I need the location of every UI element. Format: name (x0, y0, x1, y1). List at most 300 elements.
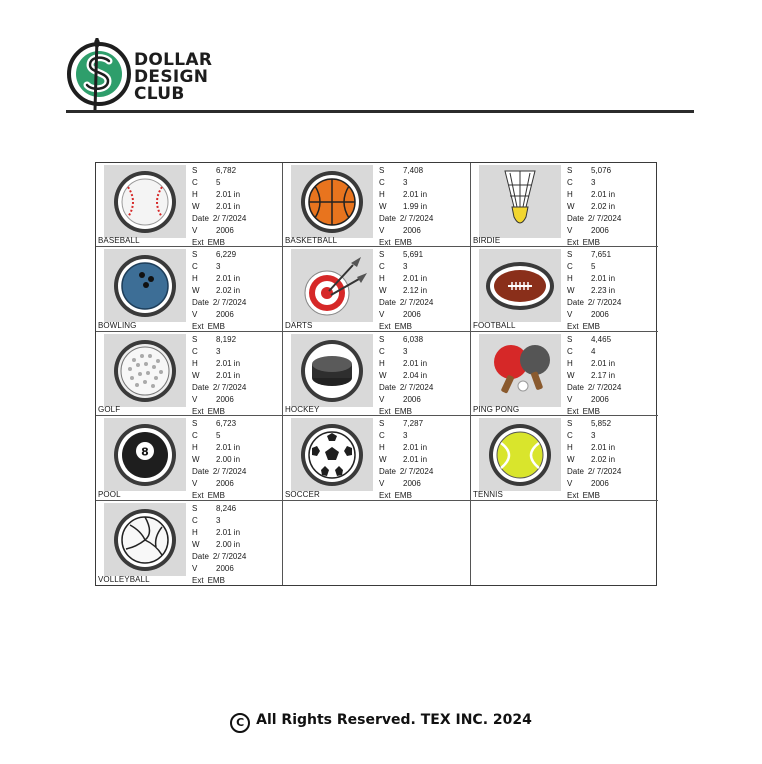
spec-value: 2/ 7/2024 (212, 382, 247, 392)
spec-value: 6,229 (216, 250, 237, 260)
design-name: BASKETBALL (285, 236, 338, 246)
spec-label: C (379, 262, 385, 272)
spec-label: W (567, 455, 575, 465)
design-cell (96, 501, 283, 585)
spec-row-ext (192, 575, 246, 585)
spec-row-stitches (567, 418, 621, 430)
spec-row-width (379, 285, 433, 297)
spec-label: V (379, 394, 385, 404)
spec-value: 2.01 in (591, 274, 616, 284)
spec-row-ext (192, 490, 246, 500)
spec-label: C (567, 346, 573, 356)
spec-value: EMB (394, 238, 412, 247)
spec-label: W (192, 370, 200, 380)
spec-value: 3 (591, 431, 596, 441)
spec-label: S (567, 419, 573, 429)
spec-value: 2.01 in (403, 443, 428, 453)
brand-line: CLUB (134, 84, 185, 104)
design-name: BOWLING (98, 320, 137, 330)
spec-value: 1.99 in (403, 202, 428, 211)
design-thumbnail (479, 334, 561, 407)
design-specs (567, 249, 621, 331)
spec-value: 2.00 in (216, 455, 241, 465)
spec-value: 2006 (591, 394, 609, 404)
hockey-puck-icon (291, 334, 373, 407)
header (66, 34, 696, 114)
design-specs (379, 334, 433, 416)
design-cell (471, 163, 658, 247)
spec-label: H (567, 358, 573, 368)
spec-row-ext (192, 321, 246, 331)
spec-row-colors (192, 346, 246, 358)
spec-label: H (192, 274, 198, 284)
spec-row-version (379, 478, 433, 490)
spec-label: S (379, 334, 385, 344)
spec-label: C (192, 178, 198, 187)
spec-label: Ext (567, 322, 579, 332)
spec-value: 2.02 in (591, 202, 616, 211)
spec-label: S (379, 419, 385, 429)
spec-label: S (567, 250, 573, 260)
dollar-logo-icon (66, 34, 132, 110)
spec-label: C (379, 431, 385, 441)
eight-ball-icon (104, 418, 186, 491)
spec-value: 2.01 in (403, 274, 428, 284)
birdie-icon (479, 165, 561, 238)
spec-label: Date (379, 467, 396, 477)
spec-label: Date (192, 298, 209, 308)
spec-row-date (567, 466, 621, 478)
design-specs (567, 165, 621, 247)
design-name: SOCCER (285, 489, 320, 499)
spec-row-stitches (379, 165, 433, 177)
spec-row-colors (567, 346, 621, 358)
spec-row-colors (192, 177, 246, 189)
design-specs (192, 249, 246, 331)
spec-label: H (379, 443, 385, 453)
brand-name (134, 52, 212, 103)
spec-value: 5 (216, 431, 221, 441)
spec-label: V (192, 563, 198, 573)
spec-row-version (192, 563, 246, 575)
spec-value: 2/ 7/2024 (212, 214, 247, 223)
spec-row-date (567, 382, 621, 394)
spec-value: 2/ 7/2024 (587, 298, 622, 308)
spec-value: 2006 (216, 226, 234, 235)
spec-label: Ext (379, 322, 391, 332)
spec-row-height (379, 442, 433, 454)
spec-row-date (379, 297, 433, 309)
spec-value: 2006 (403, 394, 421, 404)
spec-value: EMB (582, 238, 600, 247)
spec-row-stitches (192, 249, 246, 261)
spec-label: V (192, 479, 198, 489)
spec-value: 2/ 7/2024 (399, 214, 434, 223)
design-thumbnail (104, 334, 186, 407)
spec-value: 6,723 (216, 419, 237, 429)
design-specs (379, 165, 433, 247)
spec-value: 8,246 (216, 503, 237, 513)
spec-row-colors (379, 346, 433, 358)
brand-line: DOLLAR (134, 50, 213, 70)
spec-label: Ext (192, 406, 204, 416)
spec-value: 2.01 in (403, 358, 428, 368)
spec-row-ext (192, 406, 246, 416)
spec-label: V (567, 226, 573, 235)
spec-row-height (192, 527, 246, 539)
spec-row-width (379, 454, 433, 466)
spec-row-width (379, 370, 433, 382)
spec-row-stitches (192, 503, 246, 515)
spec-label: W (192, 455, 200, 465)
spec-label: V (192, 310, 198, 320)
spec-label: S (192, 334, 198, 344)
spec-row-ext (379, 321, 433, 331)
empty-cell (471, 501, 658, 585)
design-name: TENNIS (473, 489, 503, 499)
spec-value: EMB (207, 322, 225, 332)
spec-label: V (567, 394, 573, 404)
spec-value: 2006 (591, 479, 609, 489)
spec-row-width (567, 454, 621, 466)
spec-label: W (192, 539, 200, 549)
spec-label: C (567, 262, 573, 272)
spec-row-version (379, 225, 433, 237)
spec-value: 2.02 in (591, 455, 616, 465)
svg-text:8: 8 (141, 445, 149, 459)
design-grid (95, 162, 657, 586)
spec-row-stitches (379, 249, 433, 261)
spec-row-colors (192, 515, 246, 527)
spec-label: Ext (192, 238, 204, 247)
spec-row-stitches (192, 334, 246, 346)
spec-value: 5 (591, 262, 596, 272)
spec-label: H (379, 190, 385, 199)
spec-label: W (567, 202, 575, 211)
spec-value: 3 (216, 515, 221, 525)
tennis-ball-icon (479, 418, 561, 491)
spec-row-stitches (192, 165, 246, 177)
spec-row-date (567, 213, 621, 225)
darts-icon (291, 249, 373, 322)
spec-row-ext (567, 321, 621, 331)
spec-row-stitches (567, 334, 621, 346)
spec-label: W (567, 370, 575, 380)
spec-label: S (192, 503, 198, 513)
spec-value: 3 (403, 178, 408, 187)
design-name: BIRDIE (473, 236, 501, 246)
spec-row-colors (379, 261, 433, 273)
bowling-ball-icon (104, 249, 186, 322)
spec-label: Date (192, 214, 209, 223)
spec-row-width (192, 285, 246, 297)
spec-label: S (567, 166, 573, 175)
volleyball-icon (104, 503, 186, 576)
spec-value: 3 (403, 346, 408, 356)
spec-value: 7,408 (403, 166, 424, 175)
soccer-ball-icon (291, 418, 373, 491)
spec-value: 2.01 in (591, 190, 616, 199)
design-cell (96, 332, 283, 416)
spec-row-version (192, 394, 246, 406)
spec-row-colors (379, 430, 433, 442)
spec-value: EMB (582, 322, 600, 332)
spec-value: 2.01 in (216, 274, 241, 284)
spec-value: EMB (207, 491, 225, 501)
spec-row-width (379, 201, 433, 213)
spec-value: 2/ 7/2024 (587, 382, 622, 392)
brand-line: DESIGN (134, 67, 209, 87)
spec-row-version (379, 309, 433, 321)
spec-label: W (379, 455, 387, 465)
spec-label: W (379, 286, 387, 296)
spec-row-height (379, 358, 433, 370)
spec-value: 3 (216, 262, 221, 272)
copyright-footer (0, 712, 762, 733)
spec-value: EMB (582, 406, 600, 416)
spec-row-stitches (379, 418, 433, 430)
spec-value: 2.01 in (216, 370, 241, 380)
spec-label: S (192, 419, 198, 429)
spec-row-height (192, 358, 246, 370)
spec-value: 2006 (403, 226, 421, 235)
spec-row-colors (567, 430, 621, 442)
design-thumbnail (104, 503, 186, 576)
spec-value: EMB (207, 238, 225, 247)
spec-label: Ext (567, 406, 579, 416)
design-cell (96, 247, 283, 331)
design-thumbnail (479, 249, 561, 322)
spec-value: 2006 (216, 563, 234, 573)
spec-label: W (192, 286, 200, 296)
spec-value: 2006 (591, 226, 609, 235)
spec-row-version (567, 478, 621, 490)
spec-row-width (192, 454, 246, 466)
spec-row-ext (567, 237, 621, 247)
spec-row-height (567, 442, 621, 454)
spec-row-date (192, 466, 246, 478)
design-name: GOLF (98, 405, 121, 415)
spec-value: 7,651 (591, 250, 612, 260)
spec-label: S (379, 250, 385, 260)
spec-label: S (192, 250, 198, 260)
basketball-icon (291, 165, 373, 238)
spec-value: 3 (216, 346, 221, 356)
spec-value: 2006 (216, 479, 234, 489)
design-specs (379, 418, 433, 500)
design-thumbnail (104, 418, 186, 491)
design-cell (471, 332, 658, 416)
spec-label: Date (192, 467, 209, 477)
spec-value: 7,287 (403, 419, 424, 429)
spec-value: 2/ 7/2024 (212, 551, 247, 561)
design-specs (192, 334, 246, 416)
football-icon (479, 249, 561, 322)
spec-value: 2006 (216, 310, 234, 320)
spec-row-width (567, 201, 621, 213)
spec-value: 2/ 7/2024 (399, 298, 434, 308)
spec-label: H (567, 443, 573, 453)
spec-value: 6,038 (403, 334, 424, 344)
spec-label: C (192, 262, 198, 272)
spec-row-version (379, 394, 433, 406)
spec-label: Date (379, 298, 396, 308)
spec-value: 5,852 (591, 419, 612, 429)
copyright-icon: C (230, 713, 250, 733)
spec-value: 2.23 in (591, 286, 616, 296)
spec-value: 2/ 7/2024 (587, 214, 622, 223)
spec-label: Ext (192, 575, 204, 585)
spec-label: Date (192, 382, 209, 392)
spec-value: 2.02 in (216, 286, 241, 296)
spec-row-ext (567, 490, 621, 500)
design-thumbnail (291, 334, 373, 407)
spec-label: C (192, 346, 198, 356)
spec-label: V (192, 226, 198, 235)
spec-value: EMB (394, 406, 412, 416)
spec-label: V (379, 479, 385, 489)
design-specs (192, 503, 246, 585)
spec-label: Date (192, 551, 209, 561)
spec-row-date (192, 551, 246, 563)
spec-value: 2/ 7/2024 (212, 467, 247, 477)
design-name: HOCKEY (285, 405, 320, 415)
spec-row-width (567, 285, 621, 297)
spec-row-version (192, 309, 246, 321)
design-name: PING PONG (473, 405, 520, 415)
spec-value: EMB (207, 406, 225, 416)
spec-row-date (192, 297, 246, 309)
spec-label: H (192, 527, 198, 537)
spec-label: H (567, 274, 573, 284)
header-divider (66, 110, 694, 113)
spec-row-colors (192, 430, 246, 442)
spec-row-colors (567, 177, 621, 189)
spec-row-width (567, 370, 621, 382)
design-cell (471, 247, 658, 331)
spec-value: 2/ 7/2024 (399, 382, 434, 392)
spec-label: H (192, 358, 198, 368)
spec-row-ext (379, 237, 433, 247)
spec-label: C (192, 515, 198, 525)
spec-value: 2.12 in (403, 286, 428, 296)
spec-row-version (192, 478, 246, 490)
copyright-text: All Rights Reserved. TEX INC. 2024 (256, 712, 532, 728)
spec-label: V (567, 479, 573, 489)
design-cell (96, 416, 283, 500)
design-cell (283, 247, 471, 331)
spec-label: V (379, 310, 385, 320)
spec-row-date (379, 466, 433, 478)
design-cell (283, 332, 471, 416)
spec-label: S (192, 166, 198, 175)
spec-label: W (379, 370, 387, 380)
baseball-icon (104, 165, 186, 238)
spec-row-height (379, 189, 433, 201)
design-specs (192, 418, 246, 500)
spec-label: C (379, 178, 385, 187)
design-cell (96, 163, 283, 247)
spec-value: 2006 (591, 310, 609, 320)
design-name: POOL (98, 489, 121, 499)
spec-label: Ext (192, 491, 204, 501)
spec-row-stitches (192, 418, 246, 430)
spec-row-height (567, 189, 621, 201)
spec-value: 4 (591, 346, 596, 356)
spec-value: 2006 (216, 394, 234, 404)
spec-value: 2/ 7/2024 (587, 467, 622, 477)
spec-row-version (192, 225, 246, 237)
spec-label: Ext (567, 491, 579, 501)
spec-label: V (567, 310, 573, 320)
spec-label: V (379, 226, 385, 235)
design-cell (471, 416, 658, 500)
design-name: VOLLEYBALL (98, 575, 150, 584)
empty-cell (283, 501, 471, 585)
spec-value: 4,465 (591, 334, 612, 344)
spec-value: 2.01 in (591, 358, 616, 368)
spec-label: Date (567, 214, 584, 223)
spec-label: Date (567, 298, 584, 308)
spec-value: 8,192 (216, 334, 237, 344)
spec-label: W (379, 202, 387, 211)
spec-row-date (379, 382, 433, 394)
spec-label: C (379, 346, 385, 356)
spec-label: Ext (379, 406, 391, 416)
design-thumbnail (291, 418, 373, 491)
spec-value: 3 (403, 262, 408, 272)
spec-value: EMB (207, 575, 225, 585)
design-specs (379, 249, 433, 331)
spec-value: 2/ 7/2024 (212, 298, 247, 308)
spec-value: 2.00 in (216, 539, 241, 549)
spec-row-date (379, 213, 433, 225)
spec-value: 2.01 in (216, 527, 241, 537)
design-cell (283, 416, 471, 500)
spec-row-ext (379, 490, 433, 500)
spec-value: 2.01 in (216, 202, 241, 211)
spec-row-height (192, 273, 246, 285)
spec-row-date (192, 382, 246, 394)
spec-label: Date (379, 214, 396, 223)
spec-value: 2.01 in (403, 455, 428, 465)
spec-label: Date (379, 382, 396, 392)
spec-value: 5,076 (591, 166, 612, 175)
spec-value: 2.01 in (403, 190, 428, 199)
spec-value: 2.17 in (591, 370, 616, 380)
spec-row-ext (192, 237, 246, 247)
spec-label: Ext (192, 322, 204, 332)
spec-label: C (567, 178, 573, 187)
spec-row-width (192, 201, 246, 213)
spec-row-date (567, 297, 621, 309)
spec-row-stitches (567, 165, 621, 177)
spec-row-colors (379, 177, 433, 189)
spec-value: 2006 (403, 479, 421, 489)
design-thumbnail (104, 165, 186, 238)
golf-ball-icon (104, 334, 186, 407)
spec-row-colors (567, 261, 621, 273)
spec-row-height (192, 189, 246, 201)
spec-value: 2006 (403, 310, 421, 320)
spec-value: EMB (394, 491, 412, 501)
design-name: BASEBALL (98, 236, 140, 246)
spec-label: H (567, 190, 573, 199)
spec-label: H (379, 358, 385, 368)
design-thumbnail (104, 249, 186, 322)
spec-row-width (192, 370, 246, 382)
design-specs (567, 418, 621, 500)
